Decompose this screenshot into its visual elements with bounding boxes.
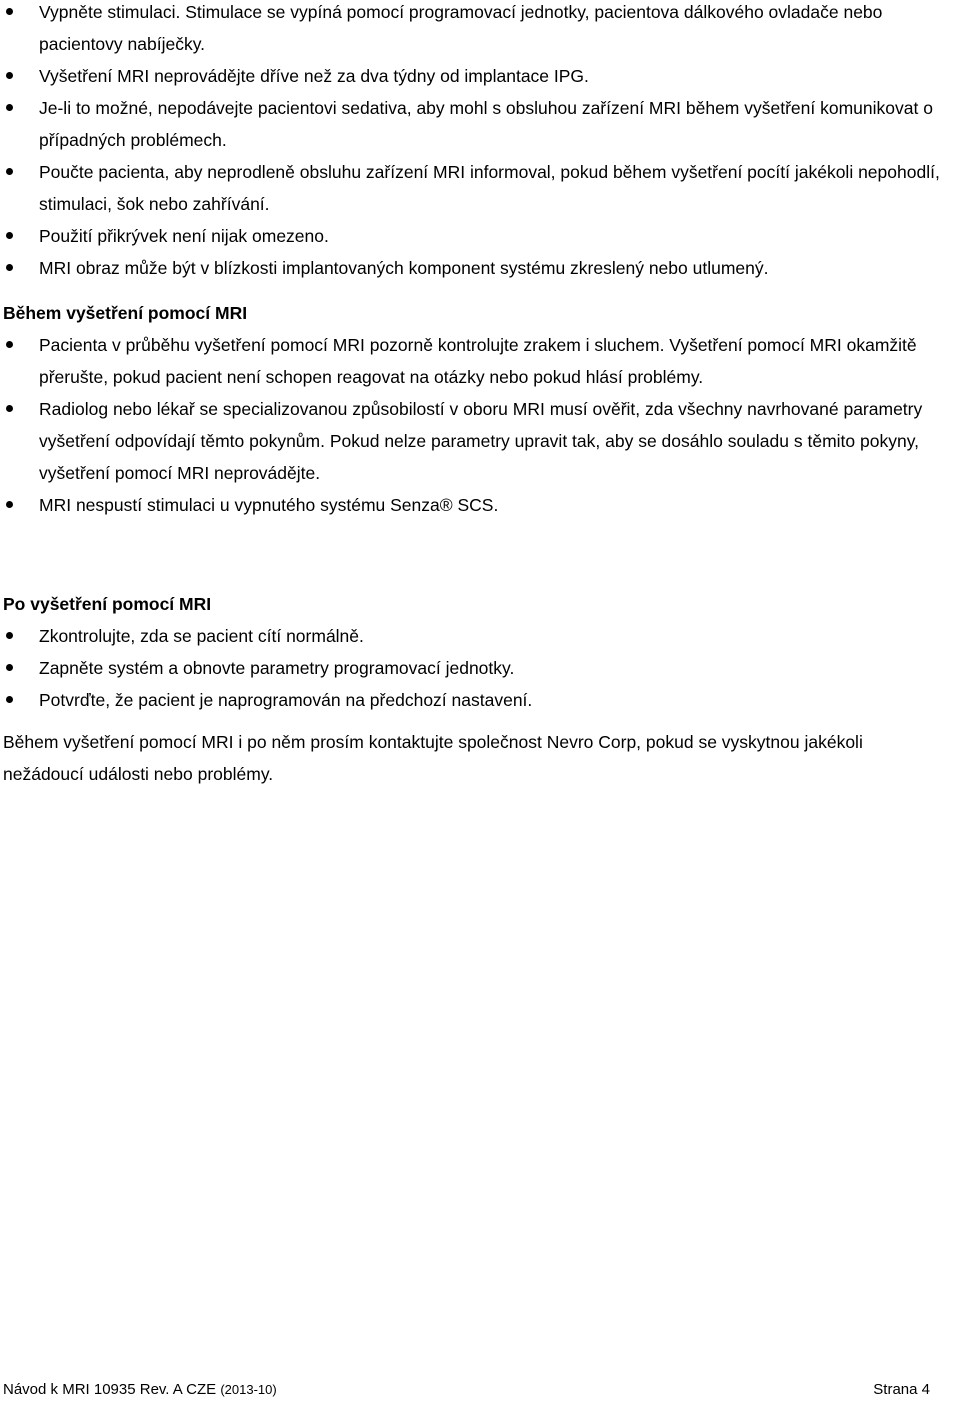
section-heading: Po vyšetření pomocí MRI — [3, 594, 212, 614]
after-mri-section — [0, 588, 960, 716]
page-number: Strana 4 — [873, 1381, 930, 1398]
page-footer — [3, 1376, 930, 1404]
list-item: Potvrďte, že pacient je naprogramován na předchozí nastavení. — [0, 684, 960, 716]
footer-date: (2013-10) — [220, 1382, 277, 1397]
list-item: Poučte pacienta, aby neprodleně obsluhu zařízení MRI informoval, pokud během vyšetření pocítí jakékoli nepohodlí, stimulaci, šok nebo zahřívání. — [0, 156, 960, 220]
list-item: Pacienta v průběhu vyšetření pomocí MRI pozorně kontrolujte zrakem i sluchem. Vyšetření pomocí MRI okamžitě přerušte, pokud pacient není schopen reagovat na otázky nebo pokud hlásí problémy. — [0, 329, 960, 393]
pre-mri-list — [0, 0, 960, 284]
list-item: Zkontrolujte, zda se pacient cítí normálně. — [0, 620, 960, 652]
section-heading: Během vyšetření pomocí MRI — [3, 303, 248, 323]
list-item: Zapněte systém a obnovte parametry programovací jednotky. — [0, 652, 960, 684]
during-mri-list — [0, 329, 960, 521]
list-item: Vypněte stimulaci. Stimulace se vypíná pomocí programovací jednotky, pacientova dálkového ovladače nebo pacientovy nabíječky. — [0, 0, 960, 60]
closing-paragraph: Během vyšetření pomocí MRI i po něm prosím kontaktujte společnost Nevro Corp, pokud se vyskytnou jakékoli nežádoucí události nebo problémy. — [3, 732, 863, 784]
list-item: Radiolog nebo lékař se specializovanou způsobilostí v oboru MRI musí ověřit, zda všechny navrhované parametry vyšetření odpovídají těmto pokynům. Pokud nelze parametry upravit tak, aby se dosáhlo souladu s těmito pokyny, vyšetření pomocí MRI neprovádějte. — [0, 393, 960, 489]
list-item: Vyšetření MRI neprovádějte dříve než za dva týdny od implantace IPG. — [0, 60, 960, 92]
list-item: Je-li to možné, nepodávejte pacientovi sedativa, aby mohl s obsluhou zařízení MRI během vyšetření komunikovat o případných problémech. — [0, 92, 960, 156]
list-item: MRI obraz může být v blízkosti implantovaných komponent systému zkreslený nebo utlumený. — [0, 252, 960, 284]
footer-document-id — [3, 1376, 277, 1404]
after-mri-list — [0, 620, 960, 716]
list-item: MRI nespustí stimulaci u vypnutého systému Senza® SCS. — [0, 489, 960, 521]
during-mri-section — [0, 297, 960, 521]
list-item: Použití přikrývek není nijak omezeno. — [0, 220, 960, 252]
footer-doc-name: Návod k MRI 10935 Rev. A CZE — [3, 1381, 217, 1398]
